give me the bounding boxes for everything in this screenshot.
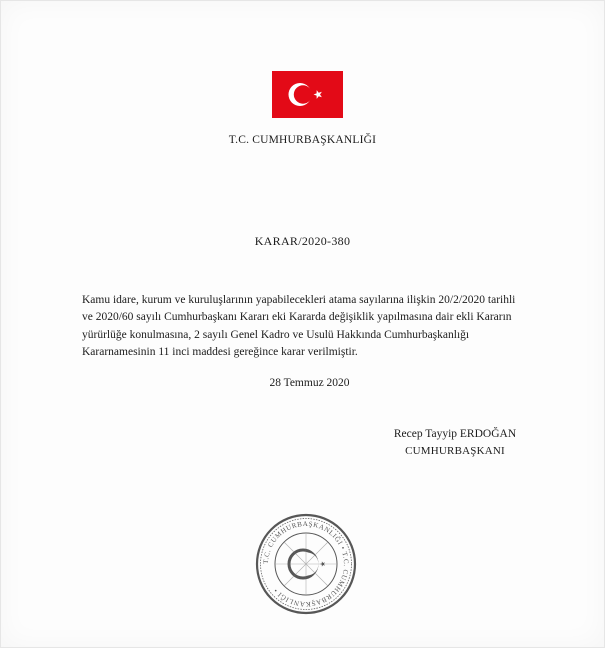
body-line: Kamu idare, kurum ve kuruluşlarının yapabilecekleri atama sayılarına ilişkin 20/2/2020 tarihli xyxy=(82,294,516,306)
page-title: T.C. CUMHURBAŞKANLIĞI xyxy=(228,134,377,146)
official-seal-icon xyxy=(254,512,358,616)
signatory-title: CUMHURBAŞKANI xyxy=(405,445,505,457)
turkish-flag-icon xyxy=(272,71,343,118)
signature-block xyxy=(370,426,540,460)
body-line: yürürlüğe konulmasına, 2 sayılı Genel Kadro ve Usulü Hakkında Cumhurbaşkanlığı xyxy=(82,328,470,341)
body-line: ve 2020/60 sayılı Cumhurbaşkanı Kararı eki Kararda değişiklik yapılmasına dair ekli Kararın xyxy=(82,311,512,324)
decision-number: KARAR/2020-380 xyxy=(254,234,351,248)
svg-text:T.C. CUMHURBAŞKANLIĞI • T.C. C: T.C. CUMHURBAŞKANLIĞI • T.C. CUMHURBAŞKANLIĞI • xyxy=(261,519,351,609)
document-date: 28 Temmuz 2020 xyxy=(269,377,350,389)
signatory-name: Recep Tayyip ERDOĞAN xyxy=(393,428,517,440)
body-line: Kararnamesinin 11 inci maddesi gereğince karar verilmiştir. xyxy=(82,345,358,358)
decision-body xyxy=(82,292,530,361)
